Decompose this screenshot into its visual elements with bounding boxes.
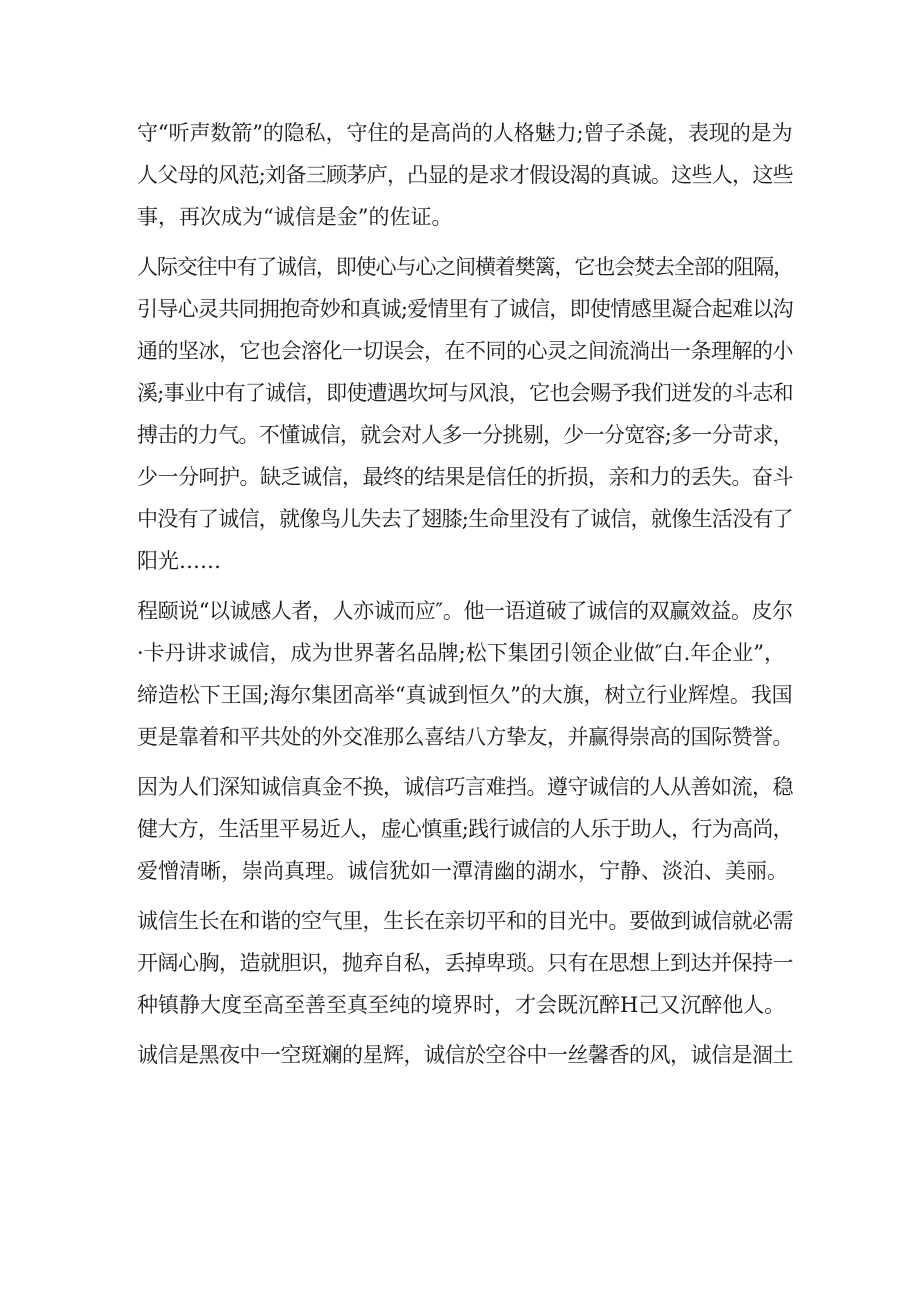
text-line: 人际交往中有了诚信，即使心与心之间横着樊篱，它也会焚去全部的阻隔， — [137, 255, 794, 279]
text-line: 搏击的力气。不懂诚信，就会对人多一分挑剔，少一分宽容;多一分苛求， — [137, 423, 793, 447]
text-line: 阳光…… — [137, 549, 221, 573]
text-line: 诚信生长在和谐的空气里，生长在亲切平和的目光中。要做到诚信就必需 — [137, 909, 793, 933]
text-line: ·卡丹讲求诚信，成为世界著名品牌;松下集团引领企业做″白.年企业”， — [137, 641, 786, 665]
text-line: 少一分呵护。缺乏诚信，最终的结果是信任的折损，亲和力的丢失。奋斗 — [137, 465, 793, 489]
text-line: 守“听声数箭”的隐私，守住的是高尚的人格魅力;曾子杀彘，表现的是为 — [137, 121, 793, 145]
text-line: 开阔心胸，造就胆识，抛弃自私，丢掉卑琐。只有在思想上到达并保持一 — [137, 951, 793, 975]
text-line: 事，再次成为“诚信是金”的佐证。 — [137, 205, 453, 229]
text-line: 缔造松下王国;海尔集团高举“真诚到恒久”的大旗，树立行业辉煌。我国 — [137, 683, 793, 707]
paragraph-4 — [137, 766, 793, 892]
paragraph-6 — [137, 1034, 793, 1076]
text-line: 爱憎清晰，崇尚真理。诚信犹如一潭清幽的湖水，宁静、淡泊、美丽。 — [137, 859, 788, 883]
text-line: 溪;事业中有了诚信，即使遭遇坎坷与风浪，它也会赐予我们迸发的斗志和 — [137, 381, 793, 405]
paragraph-1 — [137, 112, 793, 238]
text-line: 健大方，生活里平易近人，虚心慎重;践行诚信的人乐于助人，行为高尚， — [137, 817, 793, 841]
text-line: 通的坚冰，它也会溶化一切误会，在不同的心灵之间流淌出一条理解的小 — [137, 339, 793, 363]
paragraph-2 — [137, 246, 794, 582]
document-body — [137, 112, 794, 1076]
paragraph-3 — [137, 590, 793, 758]
text-line: 因为人们深知诚信真金不换，诚信巧言难挡。遵守诚信的人从善如流，稳 — [137, 775, 793, 799]
text-line: 人父母的风范;刘备三顾茅庐，凸显的是求才假设渴的真诚。这些人，这些 — [137, 163, 793, 187]
text-line: 程颐说“以诚感人者，人亦诚而应″。他一语道破了诚信的双赢效益。皮尔 — [137, 599, 793, 623]
text-line: 种镇静大度至高至善至真至纯的境界时，才会既沉醉H己又沉醉他人。 — [137, 993, 786, 1017]
text-line: 引导心灵共同拥抱奇妙和真诚;爱情里有了诚信，即使情感里凝合起难以沟 — [137, 297, 793, 321]
paragraph-5 — [137, 900, 793, 1026]
text-line: 中没有了诚信，就像鸟儿失去了翅膝;生命里没有了诚信，就像生活没有了 — [137, 507, 793, 531]
text-line: 诚信是黑夜中一空斑斓的星辉，诚信於空谷中一丝馨香的风，诚信是涸土 — [137, 1043, 793, 1067]
text-line: 更是靠着和平共处的外交准那么喜结八方挚友，并赢得崇高的国际赞誉。 — [137, 725, 793, 749]
